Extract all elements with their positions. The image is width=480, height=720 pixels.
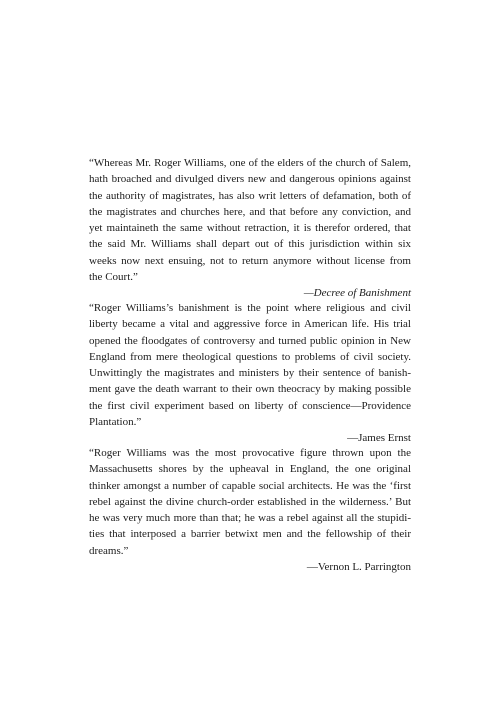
- quote-line: opened the floodgates of controversy and turned public opinion in New: [89, 334, 411, 347]
- quote-line: yet maintaineth the same without retraction, it is therefor ordered, that: [89, 222, 411, 235]
- quote-line: the Court.”: [89, 271, 138, 284]
- quote-line: hath broached and divulged divers new and dangerous opinions against: [89, 173, 411, 186]
- quote-line: the said Mr. Williams shall depart out of this jurisdiction within six: [89, 238, 411, 251]
- quote-line: rebel against the divine church-order established in the wilderness.’ But: [89, 495, 411, 508]
- quote-line: the authority of magistrates, has also writ letters of defamation, both of: [89, 189, 411, 202]
- quote-line: he was very much more than that; he was a rebel against all the stupidi-: [89, 512, 411, 525]
- quote-line: “Whereas Mr. Roger Williams, one of the elders of the church of Salem,: [89, 157, 411, 169]
- quote-line: “Roger Williams’s banishment is the point where religious and civil: [89, 302, 411, 314]
- quote-line: thinker amongst a number of capable social architects. He was the ‘first: [89, 479, 411, 492]
- quote-line: ment gave the death warrant to their own theocracy by making possible: [89, 383, 411, 396]
- quote-line: Unwittingly the magistrates and ministers by their sentence of banish-: [89, 367, 411, 380]
- quote-line: Massachusetts shores by the upheaval in England, the one original: [89, 463, 411, 476]
- quote-line: Plantation.”: [89, 416, 142, 429]
- quote-attribution: —Vernon L. Parrington: [306, 561, 411, 574]
- quote-line: dreams.”: [89, 544, 129, 557]
- quote-line: weeks now next ensuing, not to return anymore without license from: [89, 254, 411, 267]
- quote-line: the magistrates and churches here, and that before any conviction, and: [89, 205, 411, 218]
- quote-line: ties that interposed a barrier betwixt men and the fellowship of their: [89, 528, 411, 541]
- quote-line: the first civil experiment based on liberty of conscience—Providence: [89, 399, 411, 412]
- quote-line: liberty became a vital and aggressive force in American life. His trial: [89, 318, 411, 331]
- quote-james-ernst: [89, 300, 411, 447]
- quote-line: England from mere theological questions to problems of civil society.: [89, 350, 411, 363]
- quote-decree-of-banishment: [89, 155, 411, 302]
- quote-line: “Roger Williams was the most provocative figure thrown upon the: [89, 447, 411, 459]
- quote-vernon-parrington: [89, 445, 411, 575]
- quote-attribution: —James Ernst: [347, 432, 411, 445]
- quote-attribution: —Decree of Banishment: [303, 287, 411, 300]
